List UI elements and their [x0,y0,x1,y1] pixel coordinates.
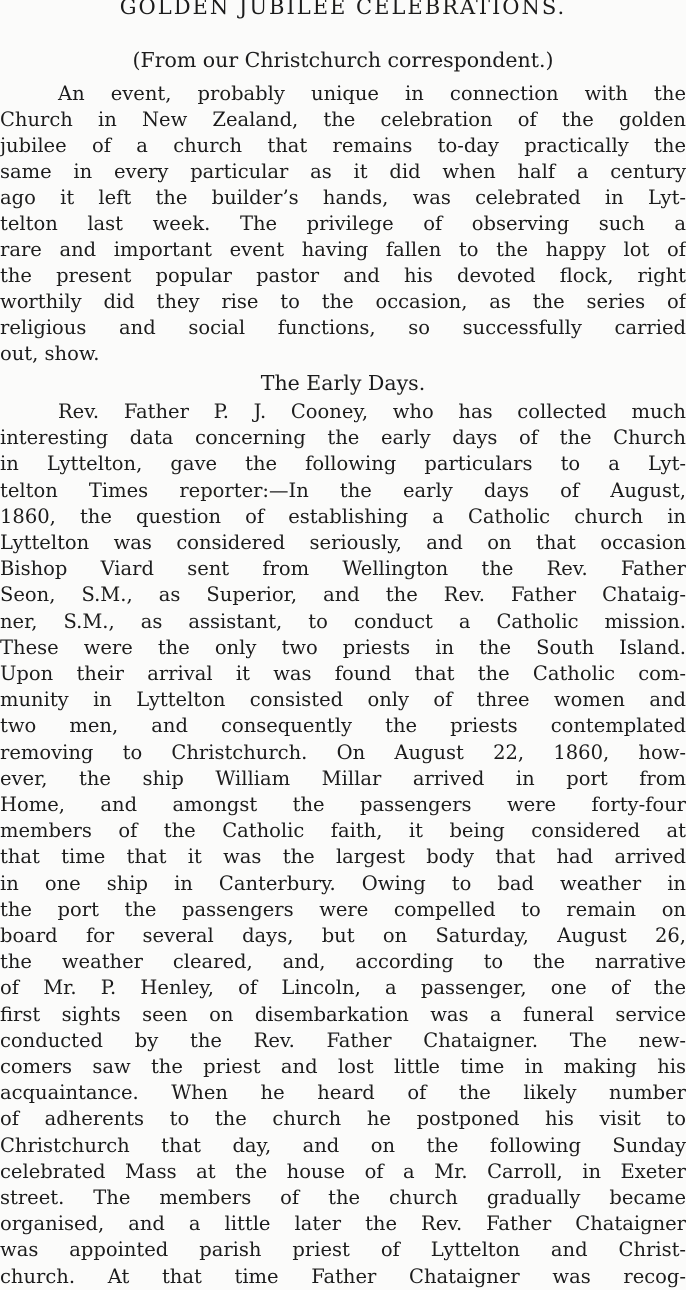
text-line: two men, and consequently the priests contemplated [0,714,686,738]
text-line: telton Times reporter:—In the early days of August, [0,478,686,502]
text-line: was appointed parish priest of Lyttelton and Christ- [0,1238,686,1262]
text-line: in Lyttelton, gave the following particulars to a Lyt- [0,452,686,476]
text-line: of adherents to the church he postponed his visit to [0,1107,686,1131]
text-line: of Mr. P. Henley, of Lincoln, a passenger, one of the [0,976,686,1000]
text-line: munity in Lyttelton consisted only of three women and [0,688,686,712]
text-line: jubilee of a church that remains to-day practically the [0,134,686,157]
text-line: acquaintance. When he heard of the likely number [0,1081,686,1105]
text-line: street. The members of the church gradually became [0,1186,686,1209]
text-line: comers saw the priest and lost little time in making his [0,1055,686,1078]
text-line: that time that it was the largest body that had arrived [0,845,686,869]
text-line: Church in New Zealand, the celebration of the golden [0,108,686,131]
text-line: organised, and a little later the Rev. Father Chataigner [0,1212,686,1236]
text-line: Home, and amongst the passengers were forty-four [0,793,686,816]
text-line: the weather cleared, and, according to the narrative [0,950,686,974]
text-line: first sights seen on disembarkation was a funeral service [0,1002,686,1026]
text-line: 1860, the question of establishing a Catholic church in [0,504,686,528]
text-line: ago it left the builder’s hands, was celebrated in Lyt- [0,186,686,209]
text-line: celebrated Mass at the house of a Mr. Carroll, in Exeter [0,1159,686,1183]
text-line: Christchurch that day, and on the following Sunday [0,1133,686,1157]
text-line: religious and social functions, so successfully carried [0,316,686,339]
text-line: conducted by the Rev. Father Chataigner. The new- [0,1028,686,1052]
text-line: Upon their arrival it was found that the Catholic com- [0,662,686,685]
text-line: Rev. Father P. J. Cooney, who has collected much [58,400,686,423]
section-subheading: The Early Days. [260,371,426,395]
text-line: the port the passengers were compelled to remain on [0,897,686,921]
text-line: the present popular pastor and his devoted flock, right [0,264,686,287]
text-line: worthily did they rise to the occasion, as the series of [0,290,686,313]
text-line: same in every particular as it did when half a century [0,160,686,183]
text-line: Seon, S.M., as Superior, and the Rev. Father Chataig- [0,583,686,607]
article-byline: (From our Christchurch correspondent.) [132,48,554,72]
text-line: interesting data concerning the early days of the Church [0,426,686,450]
text-line: out, show. [0,342,100,365]
text-line: Lyttelton was considered seriously, and on that occasion [0,531,686,554]
text-line: ner, S.M., as assistant, to conduct a Catholic mission. [0,609,686,633]
text-line: in one ship in Canterbury. Owing to bad weather in [0,871,686,895]
text-line: members of the Catholic faith, it being considered at [0,819,686,843]
text-line: These were the only two priests in the South Island. [0,635,686,659]
text-line: church. At that time Father Chataigner was recog- [0,1264,686,1288]
text-line: An event, probably unique in connection with the [58,82,686,105]
text-line: removing to Christchurch. On August 22, 1860, how- [0,740,686,764]
text-line: board for several days, but on Saturday, August 26, [0,924,686,947]
article-title: GOLDEN JUBILEE CELEBRATIONS. [119,0,567,19]
text-line: telton last week. The privilege of observing such a [0,212,686,235]
text-line: ever, the ship William Millar arrived in port from [0,766,686,790]
text-line: rare and important event having fallen to the happy lot of [0,238,686,261]
text-line: Bishop Viard sent from Wellington the Rev. Father [0,557,686,581]
